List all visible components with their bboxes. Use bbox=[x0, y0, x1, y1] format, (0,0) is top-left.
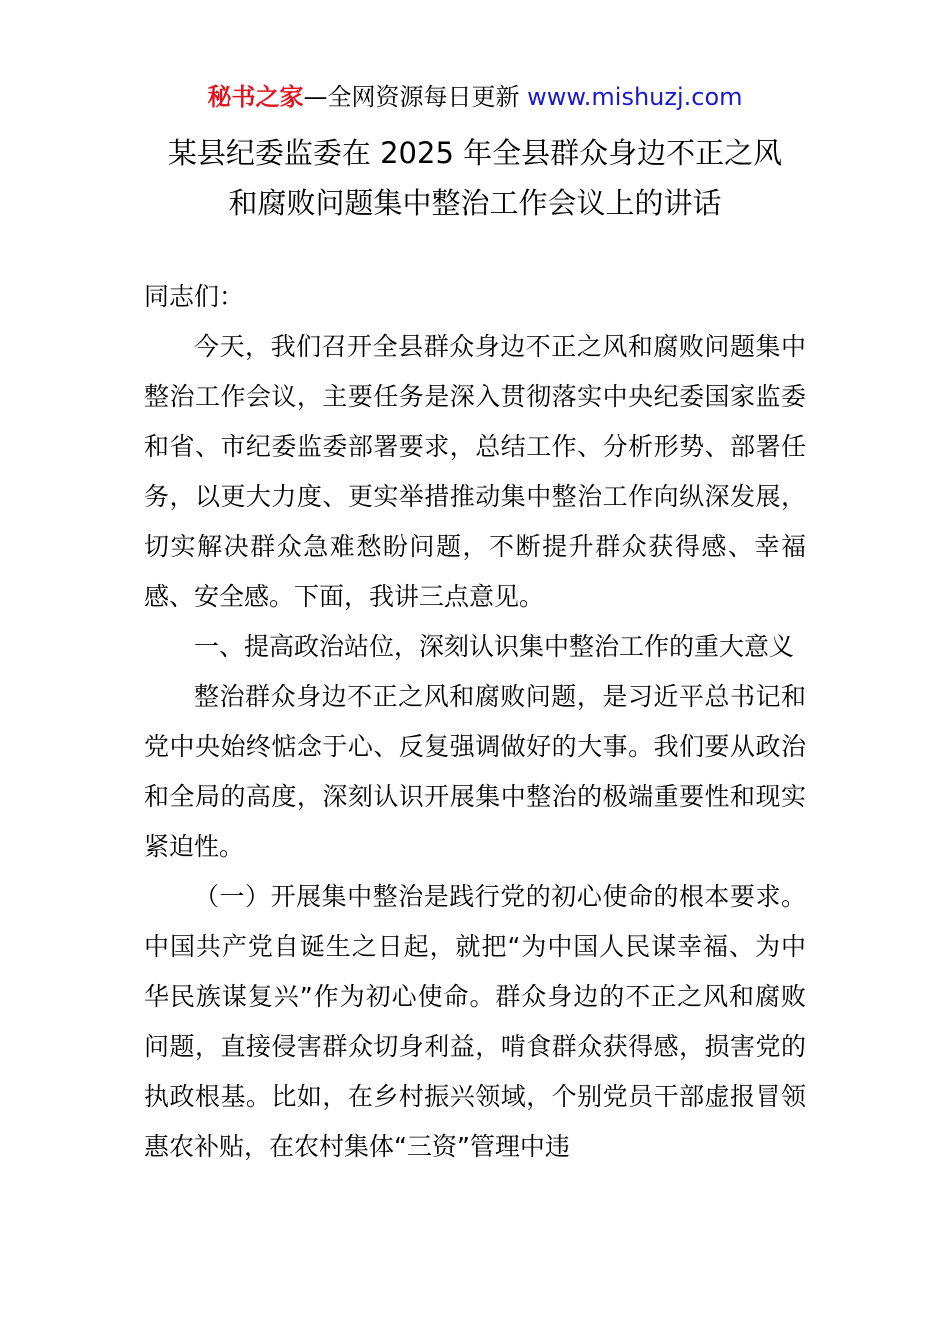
site-brand: 秘书之家 bbox=[207, 83, 304, 111]
site-slogan: —全网资源每日更新 bbox=[303, 83, 528, 111]
paragraph-section-1: 整治群众身边不正之风和腐败问题，是习近平总书记和党中央始终惦念于心、反复强调做好的大事。我们要从政治和全局的高度，深刻认识开展集中整治的极端重要性和现实紧迫性。 bbox=[144, 682, 806, 861]
section-heading-1: 一、提高政治站位，深刻认识集中整治工作的重大意义 bbox=[194, 632, 795, 661]
document-body bbox=[144, 272, 806, 1172]
title-line-2: 和腐败问题集中整治工作会议上的讲话 bbox=[228, 186, 722, 220]
paragraph-subsection-1: （一）开展集中整治是践行党的初心使命的根本要求。中国共产党自诞生之日起，就把“为中国人民谋幸福、为中华民族谋复兴”作为初心使命。群众身边的不正之风和腐败问题，直接侵害群众切身利益，啃食群众获得感，损害党的执政根基。比如，在乡村振兴领域，个别党员干部虚报冒领惠农补贴，在农村集体“三资”管理中违 bbox=[144, 882, 806, 1161]
site-url-link[interactable]: www.mishuzj.com bbox=[527, 83, 743, 111]
salutation: 同志们： bbox=[144, 282, 245, 311]
document-title bbox=[0, 128, 950, 228]
site-header bbox=[0, 80, 950, 114]
title-line-1: 某县纪委监委在 2025 年全县群众身边不正之风 bbox=[167, 136, 783, 170]
paragraph-intro: 今天，我们召开全县群众身边不正之风和腐败问题集中整治工作会议，主要任务是深入贯彻落实中央纪委国家监委和省、市纪委监委部署要求，总结工作、分析形势、部署任务，以更大力度、更实举措推动集中整治工作向纵深发展，切实解决群众急难愁盼问题，不断提升群众获得感、幸福感、安全感。下面，我讲三点意见。 bbox=[144, 332, 806, 611]
